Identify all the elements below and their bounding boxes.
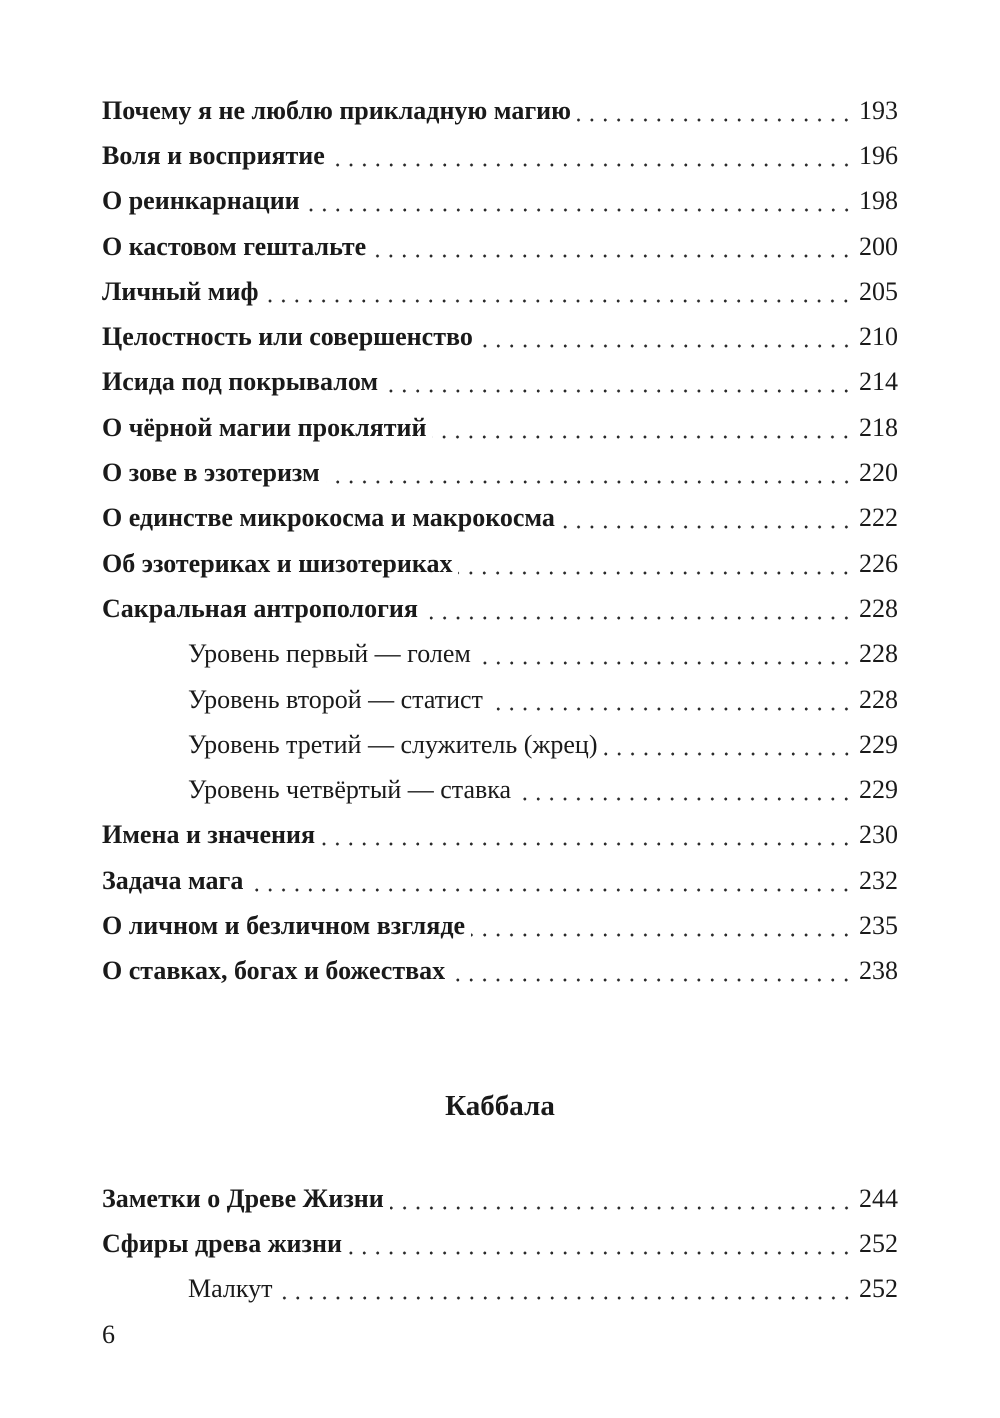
dot-leader	[471, 913, 853, 939]
dot-leader	[384, 369, 853, 395]
toc-entry-page: 244	[859, 1183, 898, 1213]
toc-entry-title: Уровень второй — статист	[188, 684, 483, 714]
toc-entry-page: 222	[859, 503, 898, 533]
toc-entry-title: Об эзотериках и шизотериках	[102, 548, 453, 578]
toc-entry-title: О ставках, богах и божествах	[102, 956, 446, 986]
toc-entry-page: 193	[859, 95, 898, 125]
toc-entry	[102, 314, 898, 359]
toc-entry	[102, 405, 898, 450]
toc-entry-title: Личный миф	[102, 276, 259, 306]
toc-entry	[102, 1176, 898, 1221]
toc-list-top	[102, 88, 898, 994]
toc-entry-title: Почему я не люблю прикладную магию	[102, 95, 571, 125]
toc-entry-title: О реинкарнации	[102, 186, 300, 216]
page-number: 6	[102, 1320, 115, 1349]
dot-leader	[561, 505, 853, 531]
toc-entry-title: Сфиры древа жизни	[102, 1228, 342, 1258]
toc-entry	[102, 1221, 898, 1266]
toc-entry	[102, 903, 898, 948]
dot-leader	[348, 1231, 853, 1257]
toc-entry-page: 214	[859, 367, 898, 397]
dot-leader	[604, 732, 854, 758]
toc-entry-page: 238	[859, 956, 898, 986]
dot-leader	[264, 279, 853, 305]
toc-entry	[102, 813, 898, 858]
dot-leader	[517, 777, 853, 803]
dot-leader	[249, 868, 853, 894]
dot-leader	[331, 143, 853, 169]
toc-list-bottom	[102, 1176, 898, 1312]
toc-entry-title: Уровень третий — служитель (жрец)	[188, 729, 598, 759]
toc-entry-title: Сакральная антропология	[102, 593, 418, 623]
toc-subentry	[102, 722, 898, 767]
toc-entry-title: Уровень первый — голем	[188, 639, 471, 669]
toc-entry-page: 228	[859, 684, 898, 714]
toc-entry-title: О кастовом гештальте	[102, 231, 367, 261]
toc-entry-page: 252	[859, 1228, 898, 1258]
toc-entry	[102, 541, 898, 586]
dot-leader	[424, 596, 853, 622]
toc-entry-page: 205	[859, 276, 898, 306]
dot-leader	[306, 188, 853, 214]
toc-entry-page: 229	[859, 775, 898, 805]
toc-entry	[102, 586, 898, 631]
section-heading: Каббала	[445, 1090, 555, 1122]
toc-entry-title: О зове в эзотеризм	[102, 458, 320, 488]
toc-subentry	[102, 767, 898, 812]
toc-entry-title: Малкут	[188, 1274, 273, 1304]
toc-entry-title: Имена и значения	[102, 820, 316, 850]
toc-entry	[102, 360, 898, 405]
toc-entry-page: 196	[859, 140, 898, 170]
toc-entry	[102, 88, 898, 133]
dot-leader	[458, 551, 853, 577]
toc-entry-title: Целостность или совершенство	[102, 322, 473, 352]
toc-entry-page: 229	[859, 729, 898, 759]
toc-entry-page: 220	[859, 458, 898, 488]
toc-entry-page: 218	[859, 412, 898, 442]
dot-leader	[477, 641, 853, 667]
toc-subentry	[102, 677, 898, 722]
toc-entry-title: Воля и восприятие	[102, 140, 325, 170]
toc-entry-page: 235	[859, 910, 898, 940]
toc-entry-page: 226	[859, 548, 898, 578]
toc-entry	[102, 179, 898, 224]
toc-entry-page: 228	[859, 593, 898, 623]
toc-entry-page: 252	[859, 1274, 898, 1304]
toc-entry-page: 232	[859, 865, 898, 895]
dot-leader	[390, 1186, 853, 1212]
toc-entry-page: 210	[859, 322, 898, 352]
toc-entry-page: 198	[859, 186, 898, 216]
toc-entry	[102, 133, 898, 178]
dot-leader	[451, 958, 853, 984]
dot-leader	[279, 1276, 854, 1302]
toc-entry-title: Заметки о Древе Жизни	[102, 1183, 384, 1213]
toc-entry-title: О чёрной магии проклятий	[102, 412, 427, 442]
toc-entry	[102, 450, 898, 495]
toc-entry-title: О единстве микрокосма и макрокосма	[102, 503, 555, 533]
toc-subentry	[102, 632, 898, 677]
toc-entry-title: О личном и безличном взгляде	[102, 910, 466, 940]
dot-leader	[432, 415, 853, 441]
toc-entry	[102, 269, 898, 314]
dot-leader	[489, 687, 853, 713]
toc-entry-title: Исида под покрывалом	[102, 367, 379, 397]
toc-entry-page: 228	[859, 639, 898, 669]
toc-entry-title: Задача мага	[102, 865, 244, 895]
toc-entry	[102, 858, 898, 903]
dot-leader	[577, 98, 853, 124]
toc-entry-title: Уровень четвёртый — ставка	[188, 775, 512, 805]
dot-leader	[372, 234, 853, 260]
toc-entry	[102, 949, 898, 994]
toc-entry	[102, 224, 898, 269]
toc-entry-page: 230	[859, 820, 898, 850]
toc-entry	[102, 496, 898, 541]
dot-leader	[479, 324, 853, 350]
dot-leader	[326, 460, 853, 486]
dot-leader	[321, 822, 853, 848]
toc-entry-page: 200	[859, 231, 898, 261]
toc-subentry	[102, 1267, 898, 1312]
